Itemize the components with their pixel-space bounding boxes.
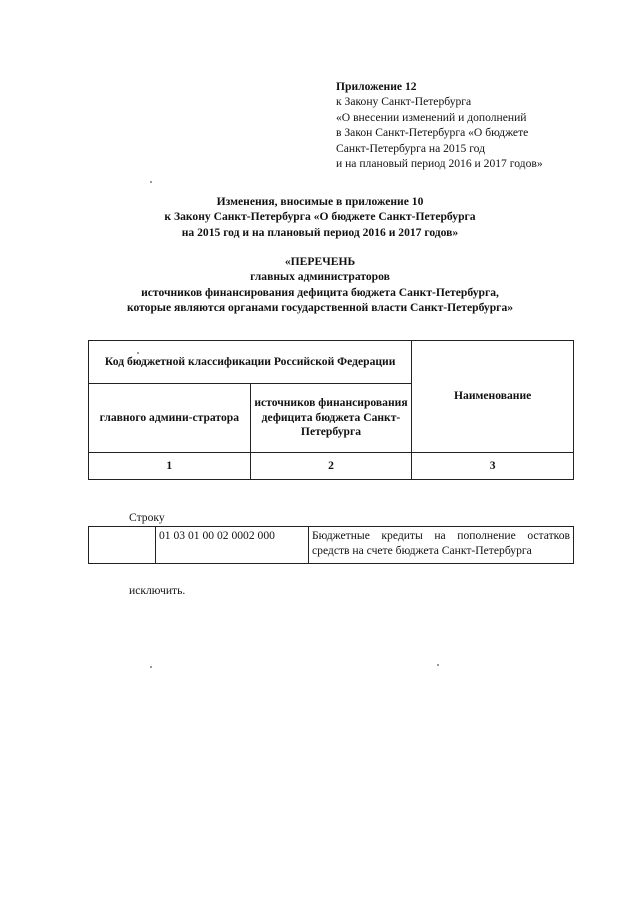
list-heading-line: которые являются органами государственной власти Санкт-Петербурга» [126,301,514,315]
scan-speck [150,666,152,668]
list-heading [100,254,540,316]
list-heading-line: главных администраторов [250,270,390,284]
classification-header-table [88,340,574,480]
column-number-cell: 3 [412,453,574,480]
source-code-cell: 01 03 01 00 02 0002 000 [156,527,309,564]
column-number-cell: 1 [89,453,251,480]
changes-heading-line: Изменения, вносимые в приложение 10 [216,195,424,208]
list-heading-line: «ПЕРЕЧЕНЬ [284,255,356,268]
appendix-line: к Закону Санкт-Петербурга [336,95,472,109]
table-row [89,527,574,564]
sources-header-cell: источников финансирования дефицита бюджета Санкт-Петербурга [250,384,412,453]
list-heading-line: источников финансирования дефицита бюджета Санкт-Петербурга, [141,285,499,299]
column-number-cell: 2 [250,453,412,480]
name-header-cell: Наименование [412,341,574,453]
appendix-line: и на плановый период 2016 и 2017 годов» [336,157,543,171]
appendix-title: Приложение 12 [336,80,417,93]
row-label: Строку [129,511,165,524]
group-header-cell: Код бюджетной классификации Российской Федерации [89,341,412,384]
appendix-line: в Закон Санкт-Петербурга «О бюджете [336,126,529,140]
admin-code-cell [89,527,156,564]
excluded-row-table [88,526,574,564]
scan-speck [437,664,439,666]
appendix-note [336,79,626,171]
admin-header-cell: главного админи-стратора [89,384,251,453]
appendix-line: Санкт-Петербурга на 2015 год [336,141,486,155]
changes-heading-line: на 2015 год и на плановый период 2016 и 2017 годов» [181,225,459,239]
scan-speck [150,181,152,183]
changes-heading [100,194,540,240]
scan-speck [137,352,139,354]
row-name-cell: Бюджетные кредиты на пополнение остатков средств на счете бюджета Санкт-Петербурга [309,527,574,564]
exclude-instruction: исключить. [129,584,186,597]
changes-heading-line: к Закону Санкт-Петербурга «О бюджете Санкт-Петербурга [164,210,476,224]
appendix-line: «О внесении изменений и дополнений [336,110,527,124]
